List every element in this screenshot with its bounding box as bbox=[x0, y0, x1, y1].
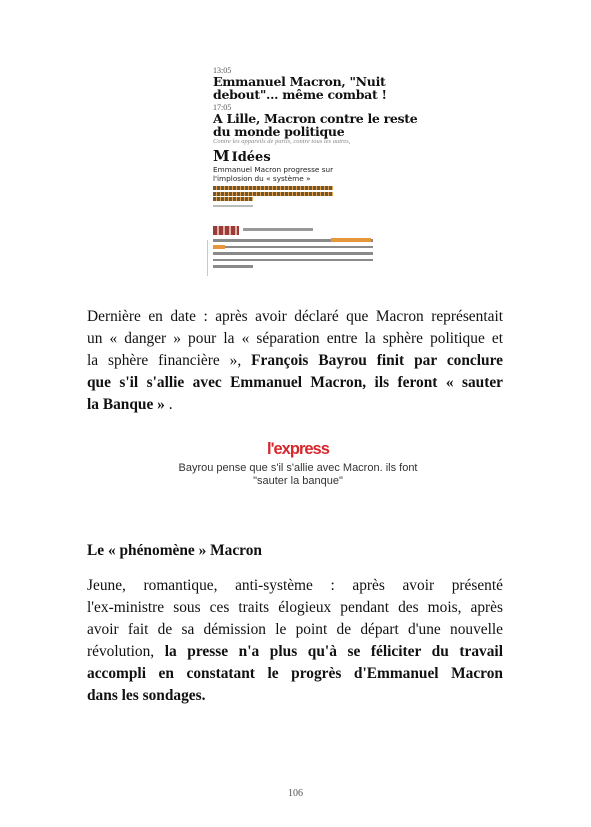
clipping-headline-2-line-2: du monde politique bbox=[213, 124, 345, 139]
paragraph-text: la sphère financière », bbox=[87, 352, 252, 369]
le-monde-logo: M bbox=[213, 147, 230, 165]
paragraph-bayrou bbox=[87, 306, 503, 416]
section-title: Le « phénomène » Macron bbox=[87, 542, 262, 559]
clipping-headline-1-line-1: Emmanuel Macron, "Nuit bbox=[213, 74, 386, 89]
excerpt-line bbox=[213, 252, 373, 255]
paragraph-line: Jeune, romantique, anti-système : après avoir présenté bbox=[87, 577, 503, 594]
paragraph-line bbox=[87, 685, 503, 707]
paragraph-text: révolution, bbox=[87, 643, 165, 660]
clipping-subhead-line-2: l'implosion du « système » bbox=[213, 174, 311, 183]
paragraph-line: Dernière en date : après avoir déclaré que Macron représentait bbox=[87, 308, 503, 325]
highlighted-line bbox=[213, 197, 253, 201]
byline-placeholder bbox=[213, 205, 253, 207]
paragraph-line bbox=[87, 372, 503, 394]
highlighted-text-block bbox=[213, 186, 333, 201]
article-thumbnail bbox=[213, 226, 239, 235]
clipping-snippet: Contre les appareils de partis, contre tous les autres, bbox=[213, 138, 351, 145]
clipping-subhead-line-1: Emmanuel Macron progresse sur bbox=[213, 165, 334, 174]
paragraph-bold-text: accompli en constatant le progrès d'Emmanuel Macron bbox=[87, 665, 503, 682]
paragraph-bold-text: que s'il s'allie avec Emmanuel Macron, ils feront « sauter bbox=[87, 374, 503, 391]
excerpt-text-lines bbox=[213, 239, 373, 272]
excerpt-line bbox=[213, 265, 253, 268]
highlighted-line bbox=[213, 186, 333, 190]
paragraph-line bbox=[87, 394, 503, 416]
paragraph-line bbox=[87, 641, 503, 663]
thumbnail-caption bbox=[243, 228, 313, 231]
paragraph-bold-text: la Banque » bbox=[87, 396, 165, 413]
page-number: 106 bbox=[288, 788, 303, 799]
excerpt-margin-rule bbox=[207, 240, 208, 276]
lexpress-logo: l'express bbox=[267, 440, 329, 458]
lexpress-clipping-image bbox=[168, 440, 428, 496]
excerpt-line bbox=[213, 259, 373, 262]
paragraph-bold-text: dans les sondages. bbox=[87, 687, 206, 704]
paragraph-line bbox=[87, 663, 503, 685]
excerpt-line bbox=[213, 246, 373, 249]
clipping-headline-1-line-2: debout"... même combat ! bbox=[213, 87, 387, 102]
lexpress-caption-line-2: "sauter la banque" bbox=[253, 475, 343, 487]
lexpress-caption-line-1: Bayrou pense que s'il s'allie avec Macron. ils font bbox=[178, 462, 418, 474]
ideas-header bbox=[213, 149, 384, 165]
ideas-section-label: Idées bbox=[231, 150, 271, 165]
paragraph-line: avoir fait de sa démission le point de départ d'une nouvelle bbox=[87, 621, 503, 638]
paragraph-text: . bbox=[164, 396, 173, 413]
paragraph-line: un « danger » pour la « séparation entre la sphère politique et bbox=[87, 330, 503, 347]
lexpress-caption bbox=[168, 462, 428, 488]
paragraph-line: l'ex-ministre sous ces traits élogieux pendant des mois, après bbox=[87, 599, 503, 616]
clipping-time-1: 13:05 bbox=[213, 66, 232, 75]
paragraph-phenomene bbox=[87, 575, 503, 707]
paragraph-bold-text: la presse n'a plus qu'à se féliciter du travail bbox=[164, 643, 503, 660]
clipping-headline-2-line-1: A Lille, Macron contre le reste bbox=[213, 111, 418, 126]
paragraph-line bbox=[87, 350, 503, 372]
news-clipping-image bbox=[207, 66, 418, 274]
excerpt-line bbox=[213, 239, 373, 242]
clipping-time-2: 17:05 bbox=[213, 103, 232, 112]
highlighted-line bbox=[213, 192, 333, 196]
paragraph-bold-text: François Bayrou finit par conclure bbox=[251, 352, 503, 369]
article-excerpt bbox=[207, 226, 384, 276]
